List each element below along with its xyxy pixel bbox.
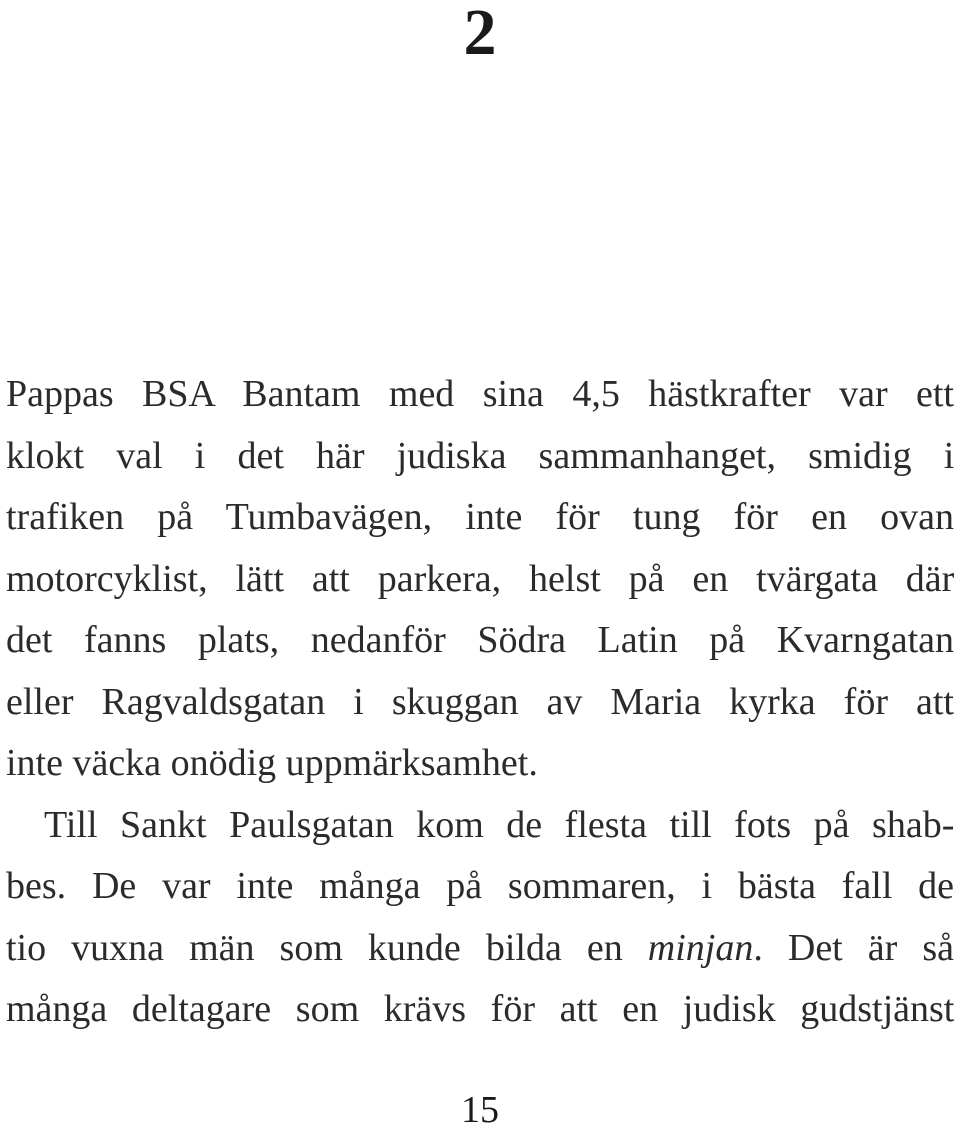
- text-line: det fanns plats, nedanför Södra Latin på Kvarngatan: [6, 619, 954, 661]
- text-line: Pappas BSA Bantam med sina 4,5 hästkrafter var ett: [6, 373, 954, 415]
- text-line: klokt val i det här judiska sammanhanget, smidig i: [6, 434, 955, 477]
- text-line: trafiken på Tumbavägen, inte för tung för en ovan: [6, 496, 954, 538]
- body-text: [6, 364, 954, 1041]
- text-line: inte väcka onödig uppmärksamhet.: [6, 742, 538, 784]
- text-segment: tio vuxna män som kunde bilda en: [6, 926, 648, 969]
- text-line: eller Ragvaldsgatan i skuggan av Maria kyrka för att: [6, 680, 954, 723]
- page-number: 15: [461, 1089, 499, 1131]
- text-line: många deltagare som krävs för att en judisk gudstjänst: [6, 988, 955, 1030]
- chapter-number: 2: [463, 0, 497, 69]
- text-line: Till Sankt Paulsgatan kom de flesta till fots på shab-: [44, 803, 955, 846]
- text-line: bes. De var inte många på sommaren, i bästa fall de: [6, 865, 955, 907]
- text-segment: . Det är så: [753, 926, 954, 969]
- text-line: motorcyklist, lätt att parkera, helst på en tvärgata där: [6, 557, 955, 600]
- italic-term: minjan: [647, 926, 754, 969]
- text-line: [6, 918, 954, 980]
